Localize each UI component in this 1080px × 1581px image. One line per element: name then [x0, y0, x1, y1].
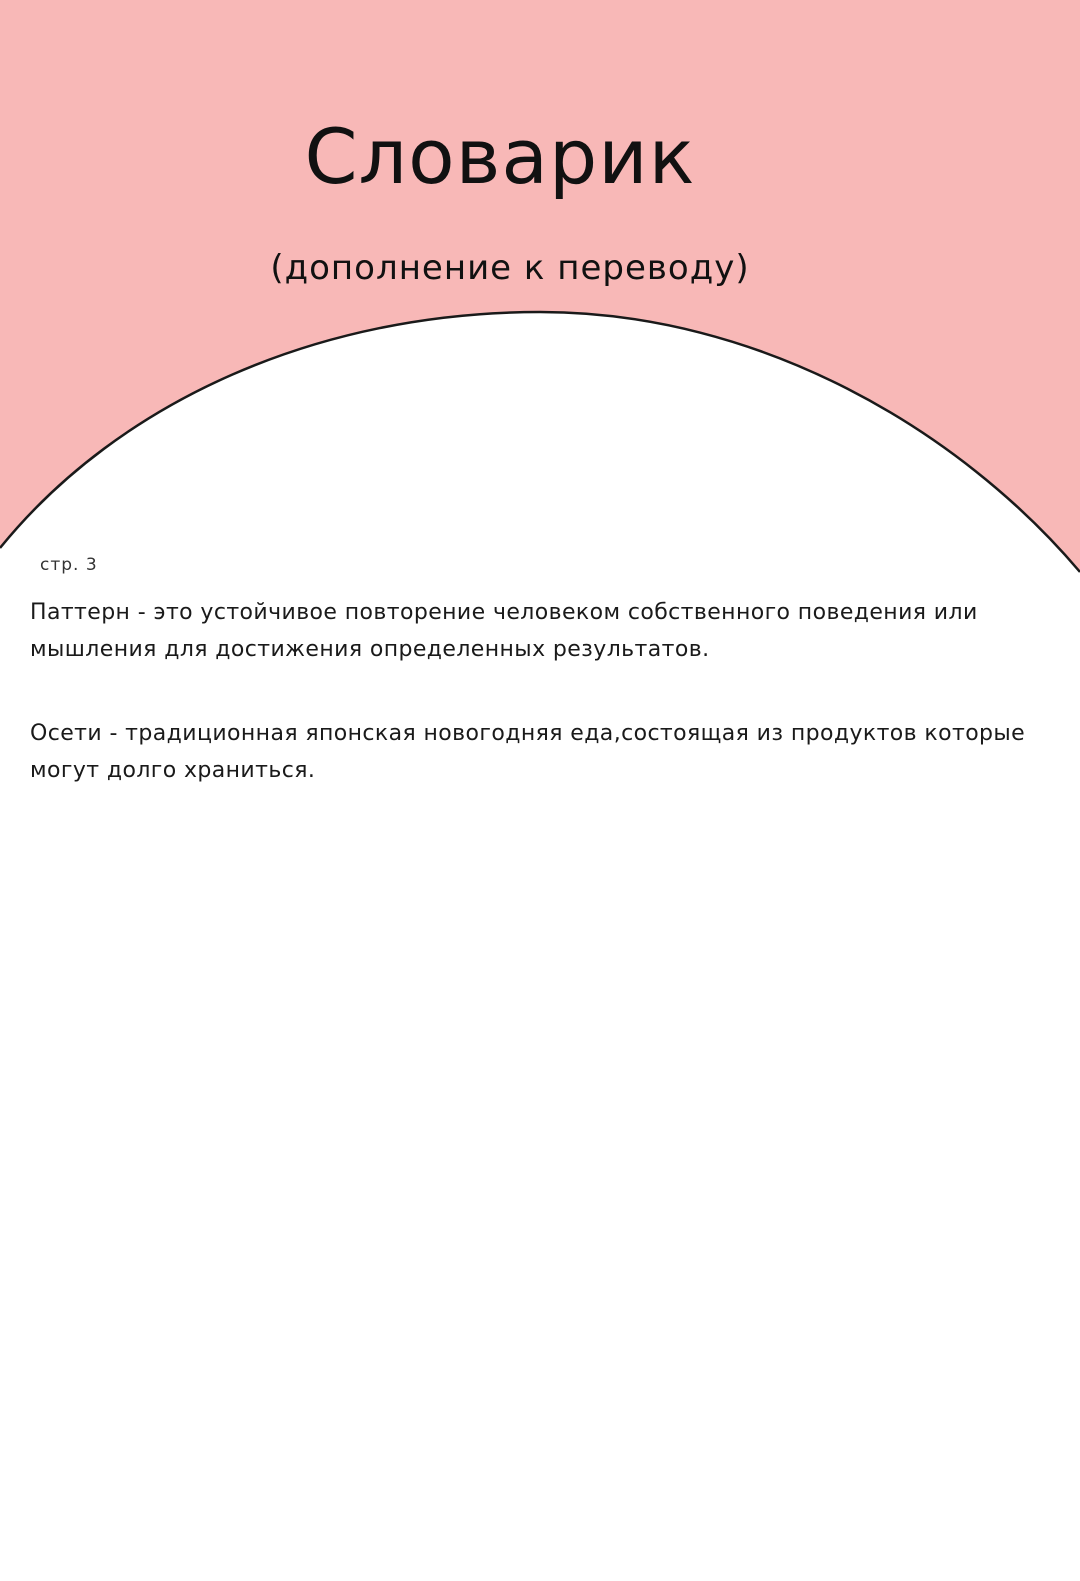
glossary-entry-pattern: Паттерн - это устойчивое повторение человеком собственного поведения или мышления для достижения определенных результатов.	[30, 600, 978, 662]
glossary-entries	[30, 594, 1030, 836]
page-title: Словарик	[304, 112, 696, 201]
pink-header-background	[0, 0, 1080, 600]
page-reference: стр. 3	[40, 555, 98, 575]
glossary-entry-oseti: Осети - традиционная японская новогодняя еда,состоящая из продуктов которые могут долго храниться.	[30, 721, 1026, 783]
page-subtitle: (дополнение к переводу)	[270, 248, 750, 288]
